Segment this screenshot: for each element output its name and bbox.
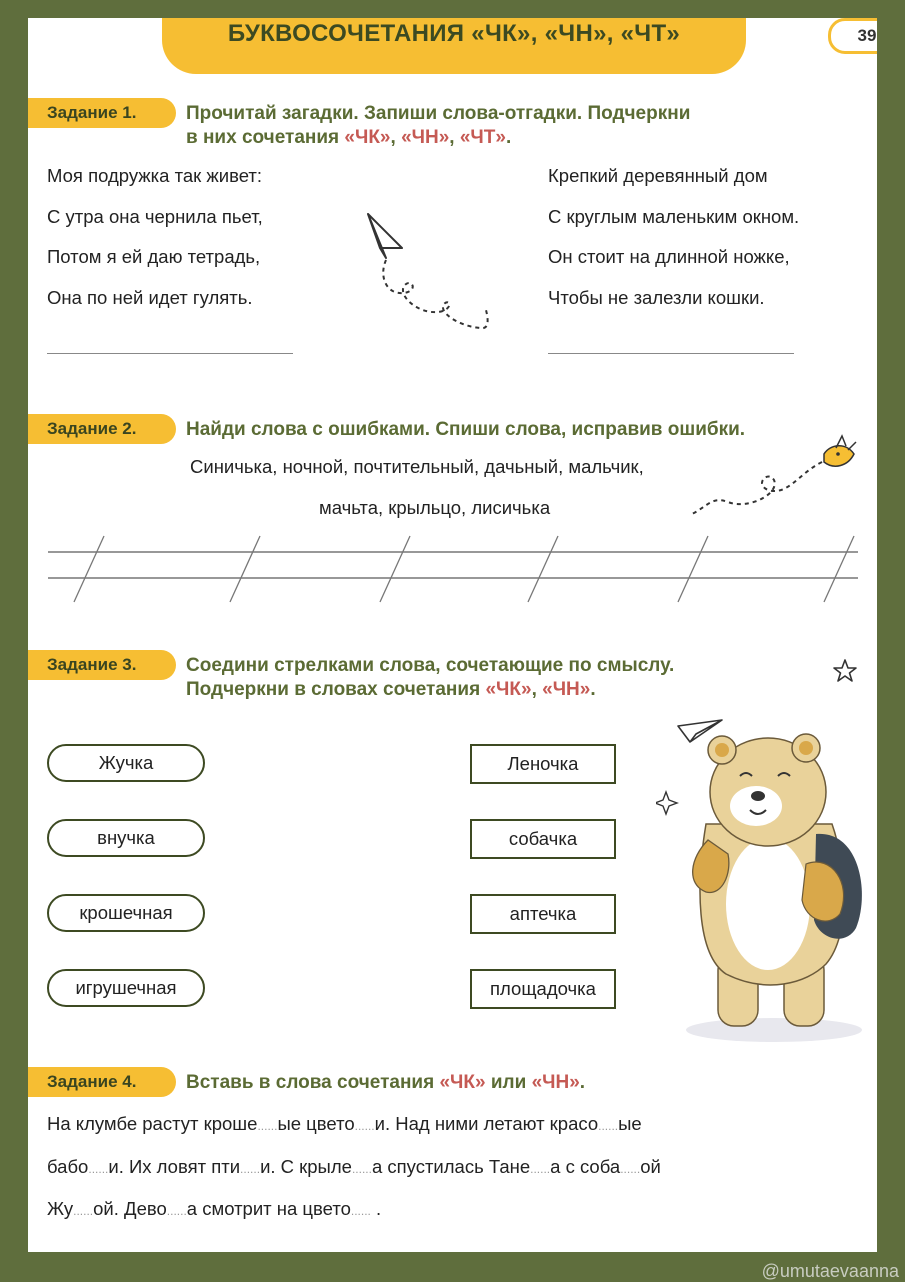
- fill-gap[interactable]: ......: [530, 1162, 550, 1176]
- combo-chn: «ЧН»: [532, 1072, 580, 1093]
- task1-instruction-line2: в них сочетания «ЧК», «ЧН», «ЧТ».: [186, 126, 690, 150]
- page-title: БУКВОСОЧЕТАНИЯ «ЧК», «ЧН», «ЧТ»: [162, 20, 746, 48]
- combo-chk: «ЧК»: [485, 679, 531, 700]
- fill-gap[interactable]: ......: [73, 1204, 93, 1218]
- worksheet-page: [28, 18, 877, 1252]
- task4-text: [47, 1104, 661, 1232]
- combo-chn: «ЧН»: [542, 679, 590, 700]
- bear-with-backpack-illustration: [656, 714, 866, 1044]
- riddle-line: Чтобы не залезли кошки.: [548, 278, 799, 319]
- fill-gap[interactable]: ......: [598, 1119, 618, 1133]
- task4-line3: Жу......ой. Дево......а смотрит на цвето...... .: [47, 1189, 661, 1232]
- fill-gap[interactable]: ......: [351, 1204, 371, 1218]
- left-word-oval[interactable]: крошечная: [47, 894, 205, 932]
- fill-gap[interactable]: ......: [167, 1204, 187, 1218]
- bird-icon: [678, 426, 868, 526]
- right-word-box[interactable]: собачка: [470, 819, 616, 859]
- answer-line-right[interactable]: [548, 353, 794, 354]
- task4-line1: На клумбе растут кроше......ые цвето......и. Над ними летают красо......ые: [47, 1104, 661, 1147]
- riddle-line: Потом я ей даю тетрадь,: [47, 237, 263, 278]
- riddle-line: Крепкий деревянный дом: [548, 156, 799, 197]
- right-word-box[interactable]: Леночка: [470, 744, 616, 784]
- task4-badge: Задание 4.: [28, 1067, 176, 1097]
- task1-badge: Задание 1.: [28, 98, 176, 128]
- riddle-line: С утра она чернила пьет,: [47, 197, 263, 238]
- writing-lines[interactable]: [48, 530, 858, 604]
- fill-gap[interactable]: ......: [620, 1162, 640, 1176]
- star-icon: [832, 658, 858, 684]
- fill-gap[interactable]: ......: [257, 1119, 277, 1133]
- page-number: 39: [828, 18, 877, 54]
- fill-gap[interactable]: ......: [352, 1162, 372, 1176]
- combo-chk: «ЧК»: [439, 1072, 485, 1093]
- riddle-left: [47, 156, 263, 318]
- left-word-oval[interactable]: внучка: [47, 819, 205, 857]
- task1-instruction: [186, 102, 690, 150]
- combo-chk: «ЧК»: [344, 127, 390, 148]
- answer-line-left[interactable]: [47, 353, 293, 354]
- combo-chn: «ЧН»: [401, 127, 449, 148]
- right-word-box[interactable]: аптечка: [470, 894, 616, 934]
- riddle-line: Он стоит на длинной ножке,: [548, 237, 799, 278]
- combo-cht: «ЧТ»: [460, 127, 506, 148]
- task2-instruction: Найди слова с ошибками. Спиши слова, исправив ошибки.: [186, 418, 745, 442]
- task3-instruction-line2: Подчеркни в словах сочетания «ЧК», «ЧН».: [186, 678, 674, 702]
- task4-line2: бабо......и. Их ловят пти......и. С крыле......а спустилась Тане......а с соба......ой: [47, 1147, 661, 1190]
- task1-instruction-line1: Прочитай загадки. Запиши слова-отгадки. Подчеркни: [186, 102, 690, 126]
- task2-words-line2: мачьта, крыльцо, лисичька: [319, 497, 550, 519]
- riddle-right: [548, 156, 799, 318]
- paper-plane-icon: [358, 208, 498, 348]
- riddle-line: Она по ней идет гулять.: [47, 278, 263, 319]
- fill-gap[interactable]: ......: [88, 1162, 108, 1176]
- task3-instruction-line1: Соедини стрелками слова, сочетающие по смыслу.: [186, 654, 674, 678]
- left-word-oval[interactable]: игрушечная: [47, 969, 205, 1007]
- task4-instruction: Вставь в слова сочетания «ЧК» или «ЧН».: [186, 1071, 585, 1095]
- fill-gap[interactable]: ......: [355, 1119, 375, 1133]
- right-word-box[interactable]: площадочка: [470, 969, 616, 1009]
- task3-instruction: [186, 654, 674, 702]
- task2-badge: Задание 2.: [28, 414, 176, 444]
- task3-badge: Задание 3.: [28, 650, 176, 680]
- watermark: @umutaevaanna: [762, 1261, 899, 1282]
- fill-gap[interactable]: ......: [240, 1162, 260, 1176]
- riddle-line: С круглым маленьким окном.: [548, 197, 799, 238]
- left-word-oval[interactable]: Жучка: [47, 744, 205, 782]
- task2-words-line1: Синичька, ночной, почтительный, дачьный, мальчик,: [190, 456, 644, 478]
- riddle-line: Моя подружка так живет:: [47, 156, 263, 197]
